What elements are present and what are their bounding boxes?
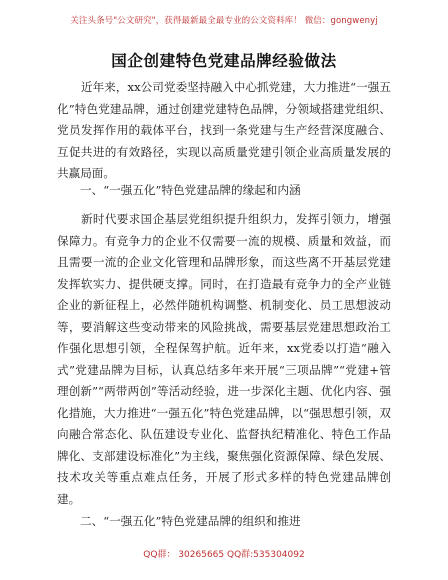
header-promo-note: 关注头条号"公文研究"，获得最新最全最专业的公文资料库！ 微信：gongwenyj xyxy=(70,16,378,26)
document-title: 国企创建特色党建品牌经验做法 xyxy=(111,52,337,70)
section-heading-2: 二、“一强五化”特色党建品牌的组织和推进 xyxy=(80,514,301,528)
body-paragraph-intro: 近年来，xx公司党委坚持融入中心抓党建，大力推进“一强五化”特色党建品牌，通过创建党建特色品牌，分领域搭建党组织、党员发挥作用的载体平台，找到一条党建与生产经营深度融合、互促共进的有效路径，实现以高质量党建引领企业高质量发展的共赢局面。 xyxy=(57,80,391,180)
body-paragraph-origin: 新时代要求国企基层党组织提升组织力，发挥引领力，增强保障力。有竞争力的企业不仅需要一流的规模、质量和效益，而且需要一流的企业文化管理和品牌形象，而这些离不开基层党建发挥软实力、提供硬支撑。同时，在打造最有竞争力的全产业链企业的新征程上，必然伴随机构调整、机制变化、员工思想波动等，要消解这些变动带来的风险挑战，需要基层党建思想政治工作强化思想引领，全程保驾护航。近年来，xx党委以打造“融入式”党建品牌为目标，认真总结多年来开展“三项品牌”“党建+管理创新”“两带两创”等活动经验，进一步深化主题、优化内容、强化措施，大力推进“一强五化”特色党建品牌，以“强思想引领，双向融合常态化、队伍建设专业化、监督执纪精准化、特色工作品牌化、支部建设标准化”为主线，聚焦强化资源保障、绿色发展、技术攻关等重点难点任务，开展了形式多样的特色党建品牌创建。 xyxy=(57,212,391,506)
footer-contact-note: QQ群： 30265665 QQ群:535304092 xyxy=(143,550,305,560)
section-heading-1: 一、“一强五化”特色党建品牌的缘起和内涵 xyxy=(80,183,301,197)
